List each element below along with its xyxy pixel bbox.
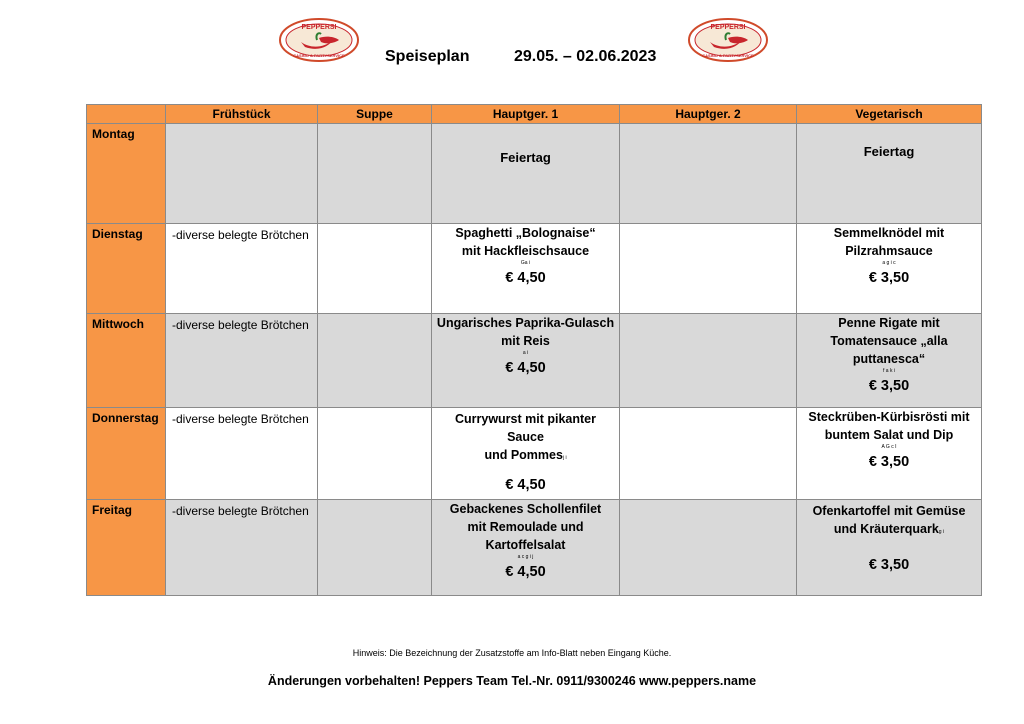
dish-name: und Kräuterquark xyxy=(833,522,939,536)
allergen-codes: Ga i xyxy=(520,260,531,266)
price: € 4,50 xyxy=(505,564,546,580)
price: € 3,50 xyxy=(868,378,910,394)
dish-name: Sauce xyxy=(507,430,544,444)
column-header-day xyxy=(87,105,166,124)
table-row xyxy=(87,500,982,596)
table-row xyxy=(87,314,982,408)
footer-contact: Änderungen vorbehalten! Peppers Team Tel.-Nr. 0911/9300246 www.peppers.name xyxy=(267,674,757,688)
price: € 4,50 xyxy=(505,270,546,286)
main2-cell xyxy=(620,314,797,408)
price: € 3,50 xyxy=(868,557,910,573)
allergen-codes: j i xyxy=(562,455,567,461)
main1-cell xyxy=(432,314,620,408)
price: € 3,50 xyxy=(868,454,910,470)
table-row xyxy=(87,124,982,224)
allergen-codes: f a k i xyxy=(883,368,895,374)
logo-text-top: PEPPERSI xyxy=(710,24,746,31)
menu-table xyxy=(86,104,982,596)
column-header-main1: Hauptger. 1 xyxy=(432,105,620,124)
table-header-row xyxy=(87,105,982,124)
allergen-codes: a g i c xyxy=(882,260,896,266)
day-label: Donnerstag xyxy=(87,408,166,500)
dish-name: Gebackenes Schollenfilet mit Remoulade und Kartoffelsalat xyxy=(449,502,602,552)
soup-cell xyxy=(318,500,432,596)
day-label: Montag xyxy=(87,124,166,224)
breakfast-cell: -diverse belegte Brötchen xyxy=(166,500,318,596)
dish-name: Ungarisches Paprika-Gulasch mit Reis xyxy=(436,316,615,348)
table-row xyxy=(87,408,982,500)
breakfast-cell: -diverse belegte Brötchen xyxy=(166,224,318,314)
main1-cell xyxy=(432,408,620,500)
dish-name: und Pommes xyxy=(484,448,563,462)
main1-cell xyxy=(432,124,620,224)
veg-cell xyxy=(797,224,982,314)
soup-cell xyxy=(318,124,432,224)
column-header-soup: Suppe xyxy=(318,105,432,124)
price: € 4,50 xyxy=(505,477,546,493)
breakfast-cell: -diverse belegte Brötchen xyxy=(166,314,318,408)
breakfast-cell: -diverse belegte Brötchen xyxy=(166,408,318,500)
veg-cell xyxy=(797,124,982,224)
day-label: Mittwoch xyxy=(87,314,166,408)
soup-cell xyxy=(318,408,432,500)
dish-name: Steckrüben-Kürbisrösti mit buntem Salat und Dip xyxy=(808,410,970,442)
logo-text-bottom: CASINO & PARTYSERVICE xyxy=(702,53,754,58)
day-label: Freitag xyxy=(87,500,166,596)
allergen-codes: g i xyxy=(938,529,945,535)
main1-cell xyxy=(432,500,620,596)
dish-name: Ofenkartoffel mit Gemüse xyxy=(812,504,966,518)
hint-note: Hinweis: Die Bezeichnung der Zusatzstoffe am Info-Blatt neben Eingang Küche. xyxy=(352,648,672,658)
column-header-breakfast: Frühstück xyxy=(166,105,318,124)
logo-text-bottom: CASINO & PARTYSERVICE xyxy=(293,53,345,58)
allergen-codes: A G c I xyxy=(881,444,897,450)
price: € 3,50 xyxy=(868,270,910,286)
soup-cell xyxy=(318,224,432,314)
allergen-codes: a i xyxy=(522,350,529,356)
holiday-label: Feiertag xyxy=(863,144,915,159)
page-title: Speiseplan xyxy=(385,48,470,65)
veg-cell xyxy=(797,408,982,500)
day-label: Dienstag xyxy=(87,224,166,314)
main2-cell xyxy=(620,408,797,500)
logo-text-top: PEPPERSI xyxy=(301,24,337,31)
veg-cell xyxy=(797,314,982,408)
date-range: 29.05. – 02.06.2023 xyxy=(514,48,657,65)
pepper-logo-icon xyxy=(279,18,359,62)
dish-name: Semmelknödel mit Pilzrahmsauce xyxy=(833,226,945,258)
holiday-label: Feiertag xyxy=(500,150,551,165)
allergen-codes: a c g i j xyxy=(517,554,534,560)
main2-cell xyxy=(620,500,797,596)
pepper-logo-icon xyxy=(688,18,768,62)
main1-cell xyxy=(432,224,620,314)
soup-cell xyxy=(318,314,432,408)
table-row xyxy=(87,224,982,314)
dish-name: Spaghetti „Bolognaise“ mit Hackfleischsauce xyxy=(455,226,596,258)
veg-cell xyxy=(797,500,982,596)
price: € 4,50 xyxy=(505,360,546,376)
main2-cell xyxy=(620,124,797,224)
breakfast-cell xyxy=(166,124,318,224)
dish-name: Currywurst mit pikanter xyxy=(454,412,596,426)
dish-name: Penne Rigate mit Tomatensauce „alla puttanesca“ xyxy=(830,316,948,366)
column-header-vegetarian: Vegetarisch xyxy=(797,105,982,124)
main2-cell xyxy=(620,224,797,314)
column-header-main2: Hauptger. 2 xyxy=(620,105,797,124)
